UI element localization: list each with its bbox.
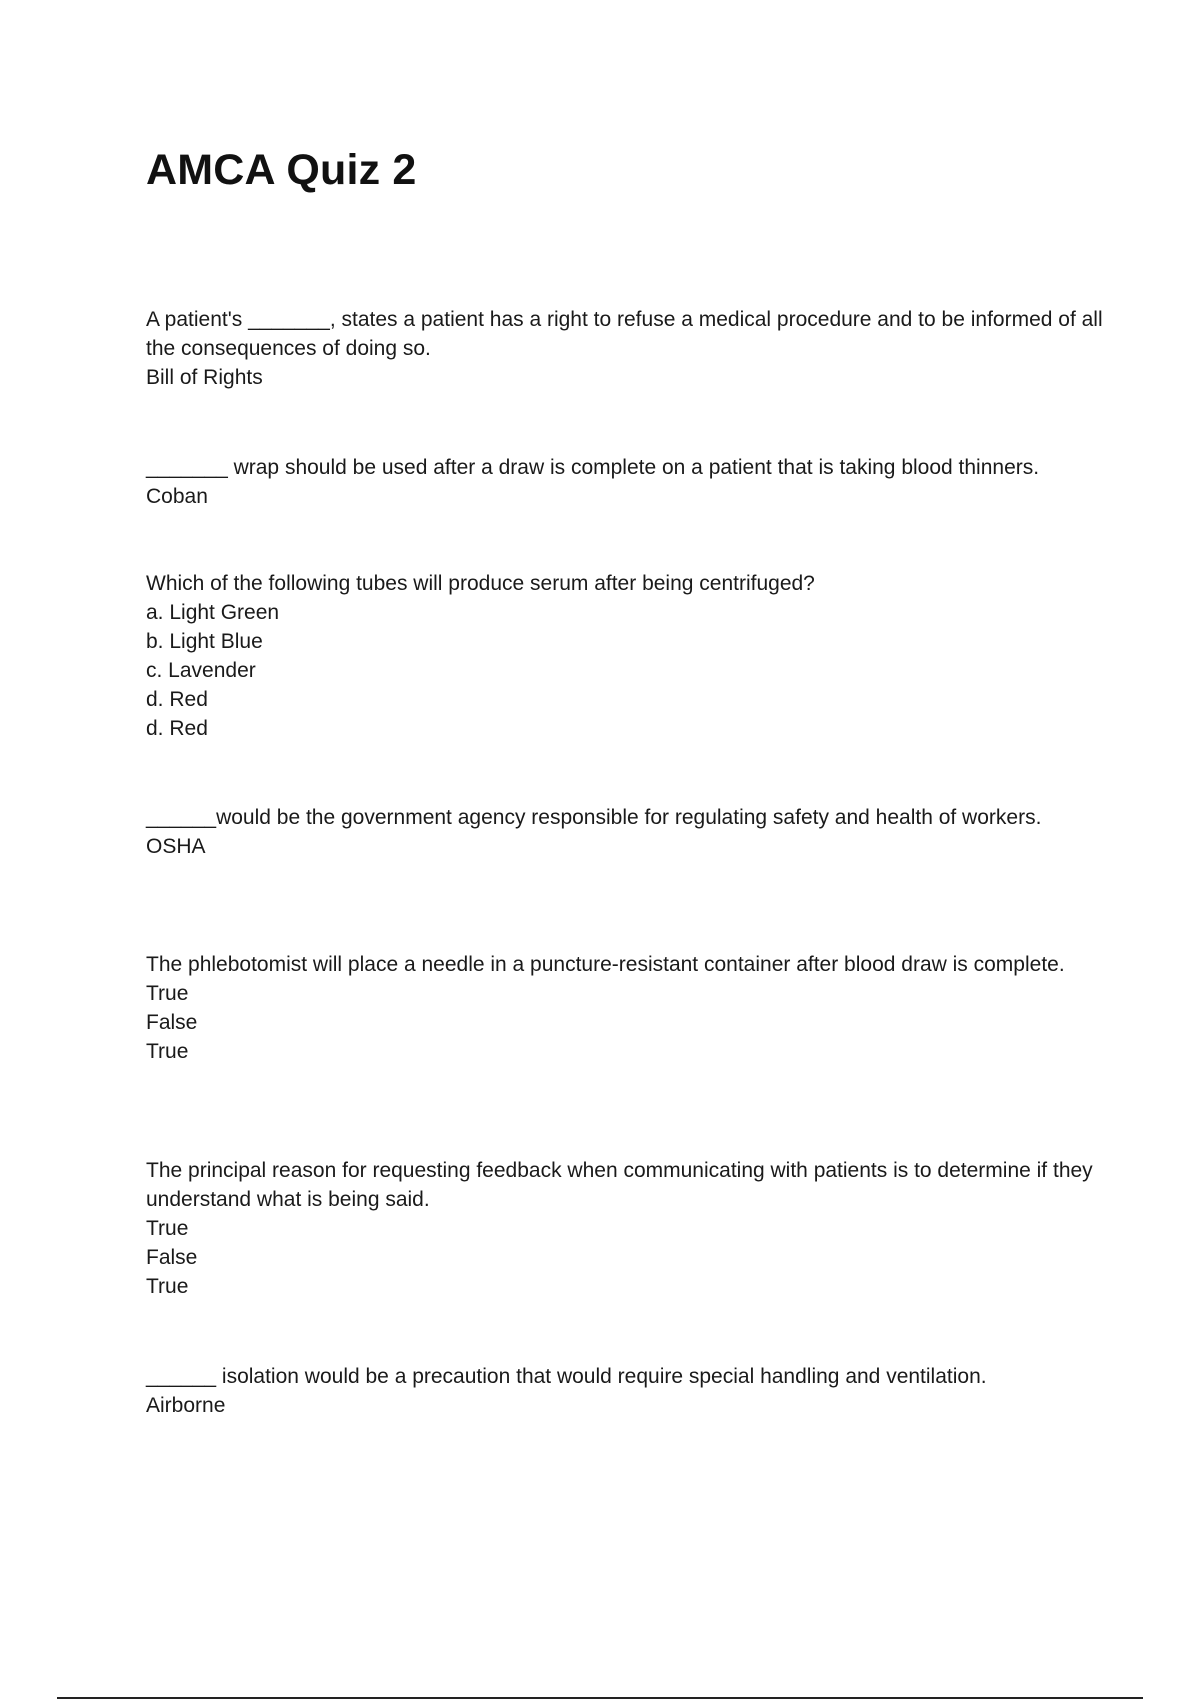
answer-line: Coban xyxy=(146,485,208,508)
question-text: Which of the following tubes will produce serum after being centrifuged? xyxy=(146,572,815,595)
option-line: True xyxy=(146,982,189,1005)
answer-line: d. Red xyxy=(146,717,208,740)
answer-line: True xyxy=(146,1275,189,1298)
option-line: False xyxy=(146,1246,198,1269)
question-block xyxy=(146,453,1039,511)
question-block xyxy=(146,803,1041,861)
question-block xyxy=(146,950,1065,1066)
answer-line: True xyxy=(146,1040,189,1063)
question-block xyxy=(146,1362,987,1420)
question-text: The phlebotomist will place a needle in a puncture-resistant container after blood draw is complete. xyxy=(146,953,1065,976)
option-line: b. Light Blue xyxy=(146,630,263,653)
question-text: The principal reason for requesting feedback when communicating with patients is to determine if they understand what is being said. xyxy=(146,1159,1093,1211)
page-title: AMCA Quiz 2 xyxy=(146,146,417,194)
option-line: d. Red xyxy=(146,688,208,711)
question-text: _______ wrap should be used after a draw is complete on a patient that is taking blood thinners. xyxy=(146,456,1040,479)
option-line: True xyxy=(146,1217,189,1240)
option-line: False xyxy=(146,1011,198,1034)
question-text: ______ isolation would be a precaution that would require special handling and ventilation. xyxy=(146,1365,987,1388)
footer-divider xyxy=(57,1697,1143,1699)
question-text: A patient's _______, states a patient has a right to refuse a medical procedure and to be informed of all the consequences of doing so. xyxy=(146,308,1103,360)
option-line: a. Light Green xyxy=(146,601,280,624)
question-block xyxy=(146,305,1106,392)
question-text: ______would be the government agency responsible for regulating safety and health of workers. xyxy=(146,806,1042,829)
option-line: c. Lavender xyxy=(146,659,256,682)
answer-line: Airborne xyxy=(146,1394,226,1417)
question-block xyxy=(146,1156,1106,1301)
answer-line: Bill of Rights xyxy=(146,366,263,389)
question-block xyxy=(146,569,815,743)
answer-line: OSHA xyxy=(146,835,206,858)
